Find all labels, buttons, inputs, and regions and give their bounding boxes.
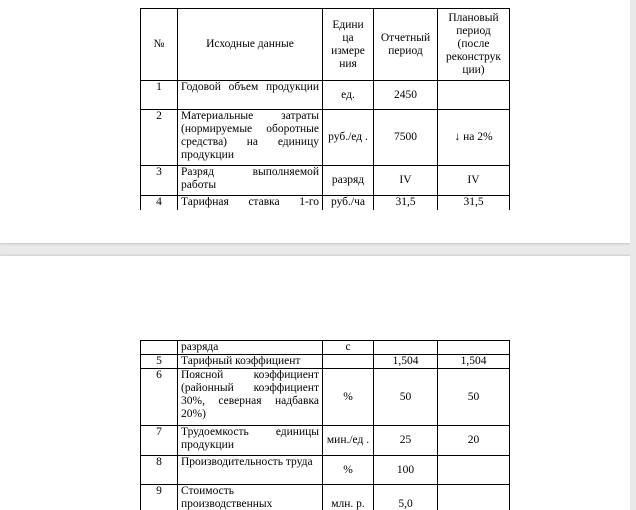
row-reported: 31,5 [374,196,438,222]
row-unit [323,355,374,369]
row-reported: 2450 [374,81,438,110]
source-data-table-part2 [140,340,510,510]
row-reported: 50 [374,369,438,426]
table-row [141,485,510,510]
row-name: Материальные затраты (нормируемые оборотные средства) на единицу продукции [178,110,323,166]
row-reported: IV [374,166,438,196]
row-name: Тарифный коэффициент [178,355,323,369]
row-name: Трудоемкость единицы продукции [178,426,323,456]
source-data-table-part1 [140,8,510,222]
row-unit: разряд [323,166,374,196]
table-row [141,369,510,426]
row-unit: руб./ед . [323,110,374,166]
row-reported: 7500 [374,110,438,166]
table-row [141,456,510,485]
row-planned: IV [438,166,510,196]
row-num: 9 [141,485,178,510]
row-name: Стоимость производственных [178,485,323,510]
row-planned: ↓ на 2% [438,110,510,166]
row-num: 5 [141,355,178,369]
row-num [141,341,178,355]
row-name: Поясной коэффициент (районный коэффициент 30%, северная надбавка 20%) [178,369,323,426]
row-planned: 50 [438,369,510,426]
header-source-data: Исходные данные [178,9,323,81]
row-num: 4 [141,196,178,222]
row-name: Тарифная ставка 1-го [178,196,323,222]
row-planned: 31,5 [438,196,510,222]
row-num: 1 [141,81,178,110]
row-unit: руб./ча [323,196,374,222]
row-reported [374,341,438,355]
table-header-row [141,9,510,81]
row-unit: млн. р. [323,485,374,510]
row-name: разряда [178,341,323,355]
row-num: 2 [141,110,178,166]
row-name: Производительность труда [178,456,323,485]
row-num: 7 [141,426,178,456]
header-num: № [141,9,178,81]
row-planned [438,456,510,485]
header-unit: Едини ца измере ния [323,9,374,81]
row-unit: % [323,369,374,426]
row-unit: ед. [323,81,374,110]
table-row [141,426,510,456]
document-page-1 [0,0,630,243]
row-planned: 20 [438,426,510,456]
row-unit: с [323,341,374,355]
header-reported-period: Отчетный период [374,9,438,81]
table-row [141,81,510,110]
row-num: 3 [141,166,178,196]
row-num: 8 [141,456,178,485]
table-row [141,355,510,369]
row-reported: 100 [374,456,438,485]
row-num: 6 [141,369,178,426]
table-row [141,166,510,196]
row-name: Разряд выполняемой работы [178,166,323,196]
row-reported: 25 [374,426,438,456]
page-bottom-margin [0,210,630,243]
row-planned: 1,504 [438,355,510,369]
row-reported: 1,504 [374,355,438,369]
row-planned [438,485,510,510]
document-page-2 [0,256,630,510]
row-reported: 5,0 [374,485,438,510]
row-planned [438,81,510,110]
table-row-continued [141,341,510,355]
row-planned [438,341,510,355]
header-planned-period: Плановый период (после реконструк ции) [438,9,510,81]
table-row [141,110,510,166]
row-name: Годовой объем продукции [178,81,323,110]
viewer-scroll-edge [630,0,636,510]
row-unit: мин./ед . [323,426,374,456]
row-unit: % [323,456,374,485]
